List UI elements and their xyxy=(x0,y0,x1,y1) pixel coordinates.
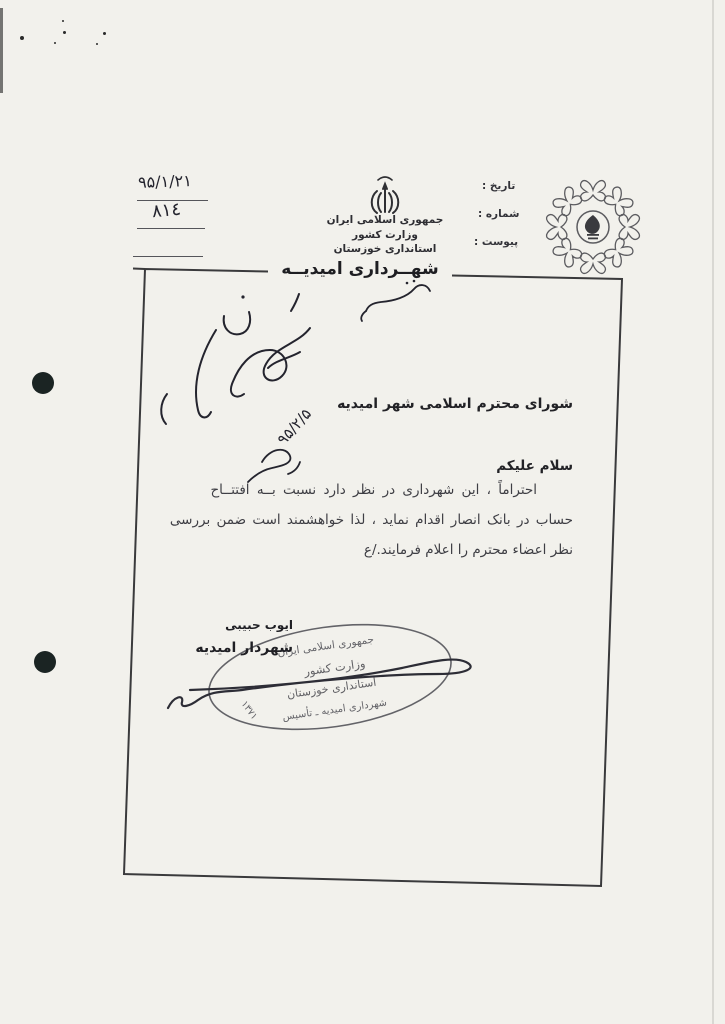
letterhead-governorate: استانداری خوزستان xyxy=(333,243,437,255)
stamp-arc-bottom-text: شهرداری امیدیه ـ تأسیس xyxy=(281,697,388,723)
recipient-line: شورای محترم اسلامی شهر امیدیه xyxy=(337,396,573,412)
handwritten-top-note xyxy=(361,280,430,321)
scan-speck xyxy=(63,31,66,34)
stamp-governorate-text: استانداری خوزستان xyxy=(286,675,378,702)
salutation-line: سلام علیکم xyxy=(496,458,573,474)
punch-hole-top xyxy=(32,372,54,394)
handwritten-diagonal-scribble xyxy=(161,294,310,424)
body-line-3: نظر اعضاء محترم را اعلام فرمایند./ع xyxy=(363,542,573,558)
attachment-label: پیوست : xyxy=(474,236,519,248)
scan-speck xyxy=(62,20,64,22)
date-handwritten-value: ۹۵/۱/۲۱ xyxy=(137,171,193,192)
signatory-title: شهردار امیدیه xyxy=(195,640,293,656)
stamp-year-text: ۱۳۷۱ xyxy=(238,698,260,722)
number-handwritten-value: ۸۱٤ xyxy=(151,198,182,223)
scan-speck xyxy=(20,36,24,40)
punch-hole-bottom xyxy=(34,651,56,673)
stamp-ministry-text: وزارت کشور xyxy=(303,656,367,679)
date-label: تاریخ : xyxy=(482,180,516,192)
letterhead-ministry: وزارت کشور xyxy=(352,229,418,241)
letterhead-country: جمهوری اسلامی ایران xyxy=(326,214,444,226)
signatory-name: ایوب حبیبی xyxy=(225,618,293,632)
handwritten-approval-squiggle xyxy=(248,450,300,482)
body-line-1: احتراماً ، این شهرداری در نظر دارد نسبت بــه افتتــاح xyxy=(210,482,537,498)
scan-edge-shadow-left xyxy=(0,8,3,93)
scan-speck xyxy=(96,43,98,45)
signature-swoosh xyxy=(168,660,471,708)
number-label: شماره : xyxy=(478,208,520,220)
scan-speck xyxy=(103,32,106,35)
stamp-arc-top-text: جمهوری اسلامی ایران xyxy=(276,633,375,660)
handwritten-approval-date: ۹۵/۲/۵ xyxy=(273,404,316,449)
municipality-header-title: شهــرداری امیدیــه xyxy=(268,259,452,279)
scan-speck xyxy=(54,42,56,44)
body-line-2: حساب در بانک انصار اقدام نماید ، لذا خواهشمند است ضمن بررسی xyxy=(169,512,573,528)
